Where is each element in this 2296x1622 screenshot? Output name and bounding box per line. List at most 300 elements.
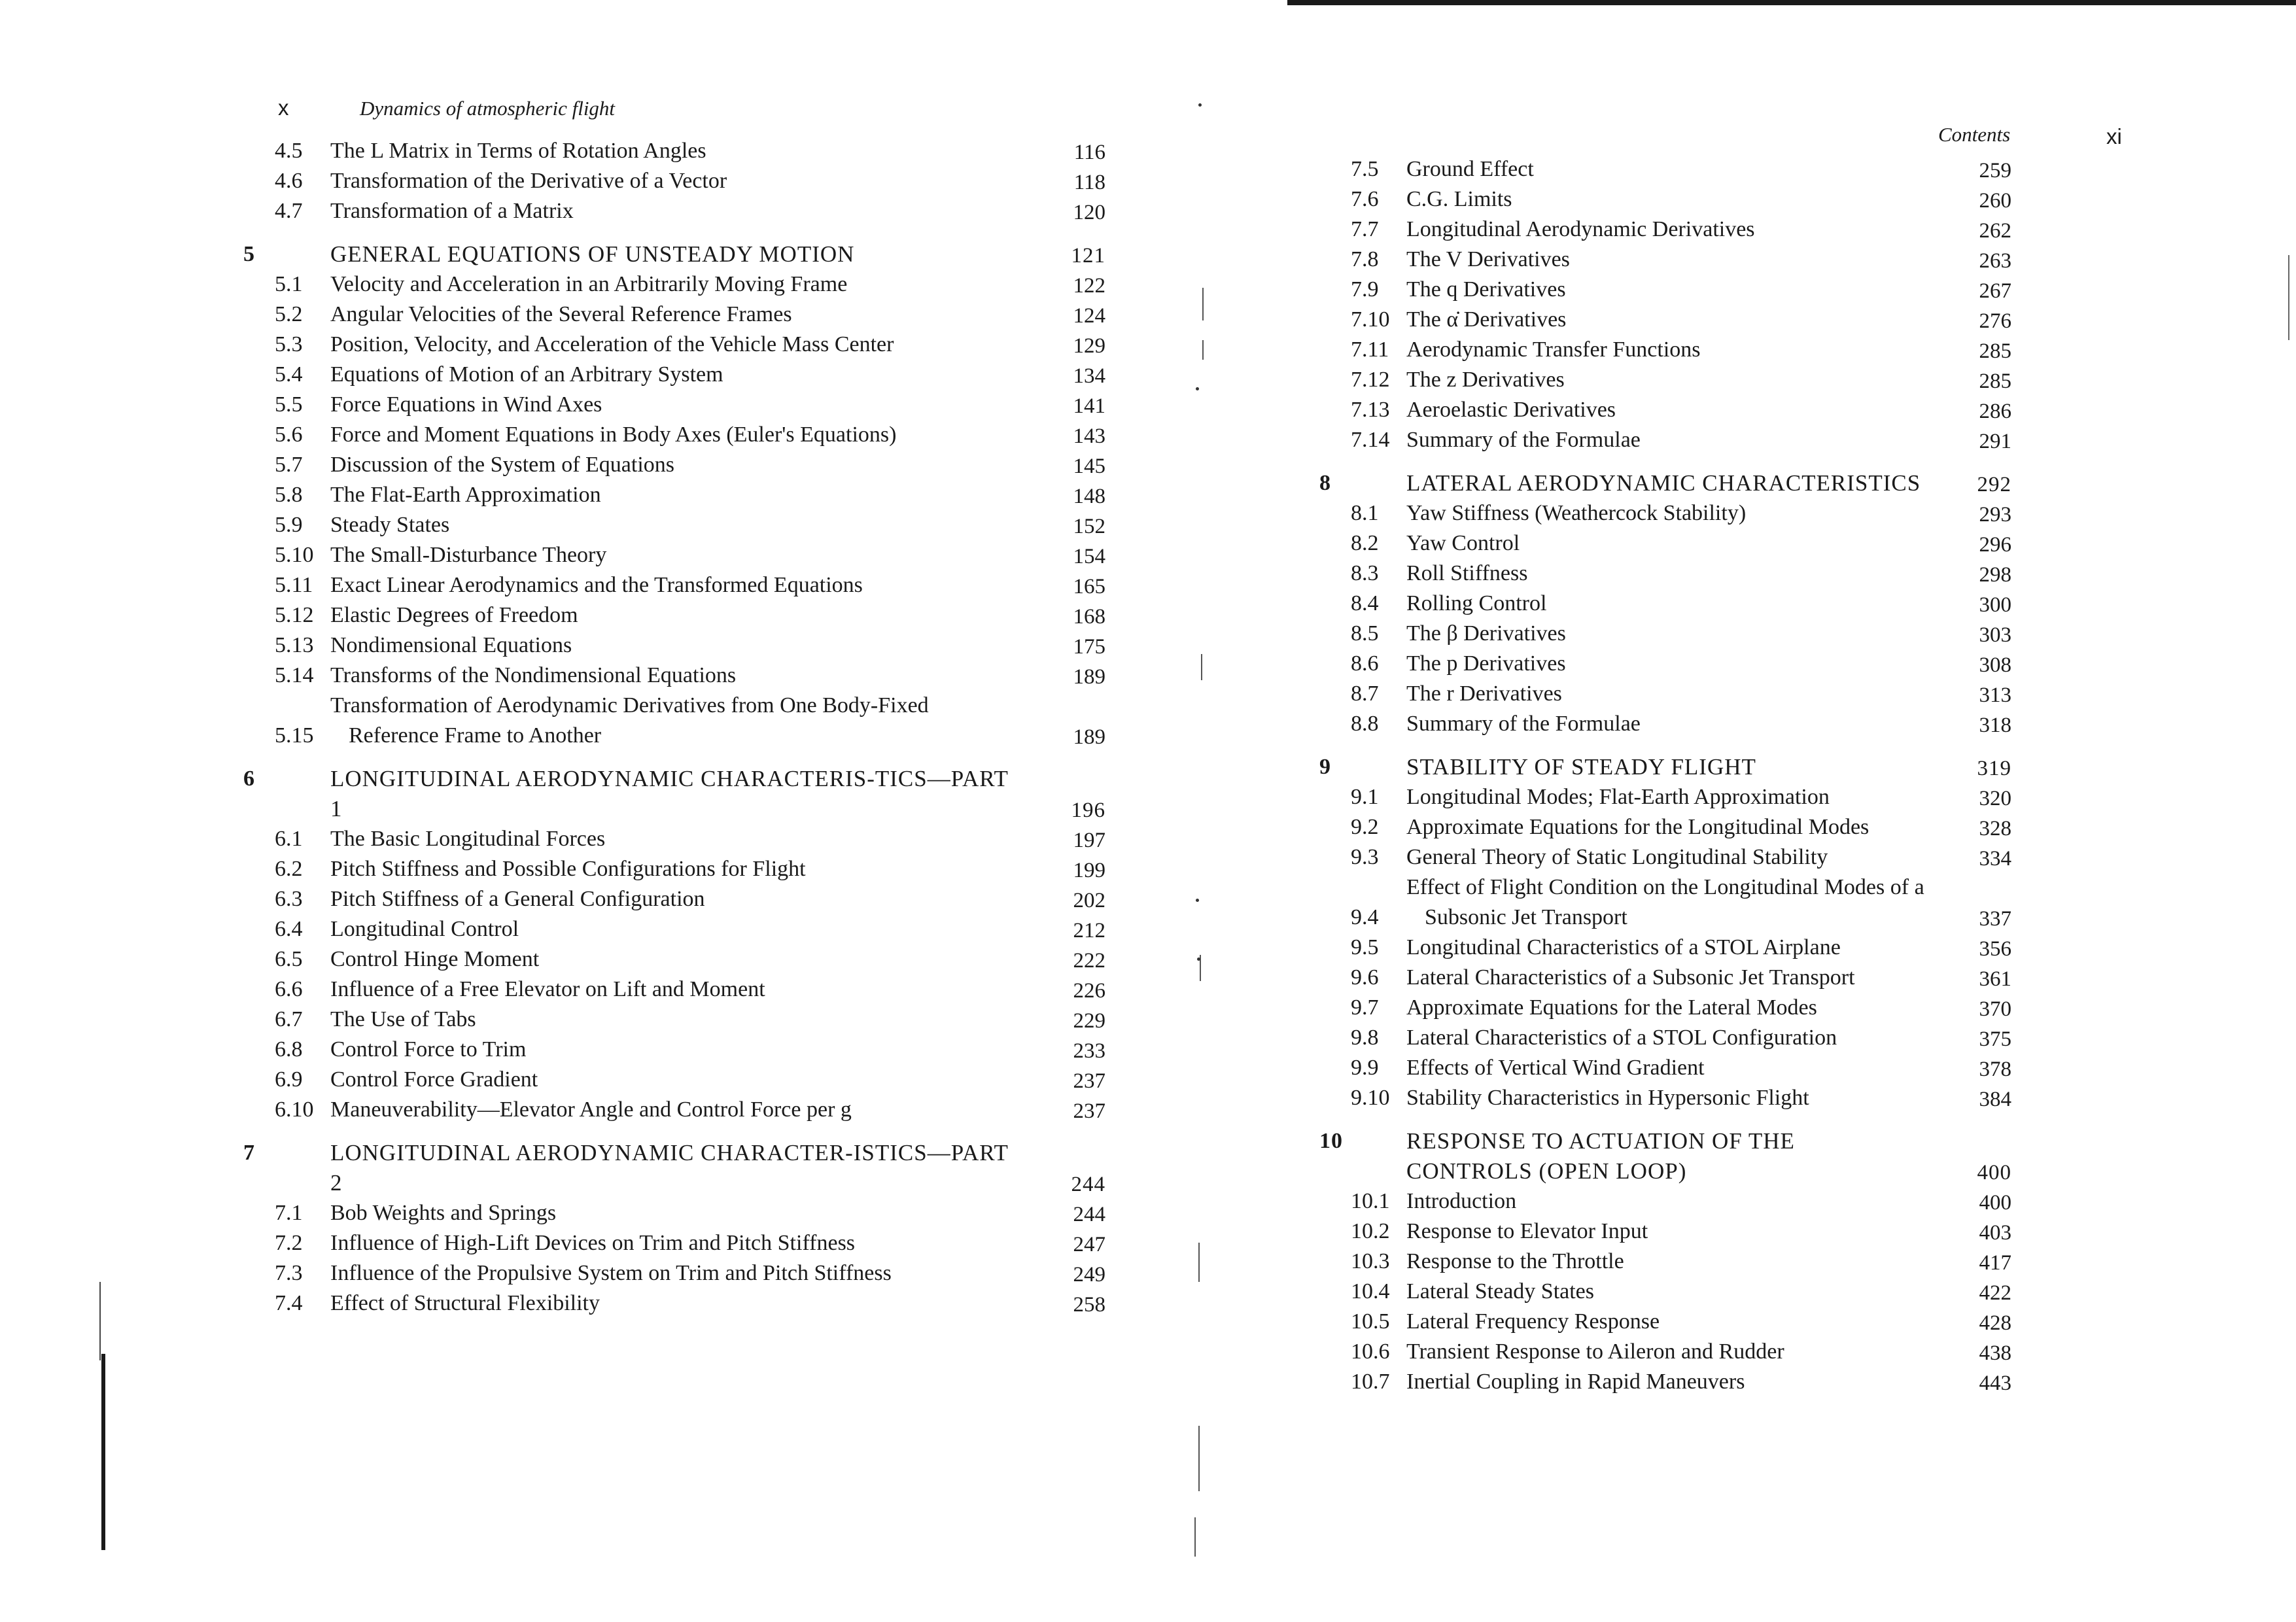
running-title: Dynamics of atmospheric flight xyxy=(360,97,616,120)
toc-entry xyxy=(275,630,1105,661)
section-number: 4.6 xyxy=(275,169,303,193)
toc-entry xyxy=(275,136,1105,166)
section-number: 5.4 xyxy=(275,362,303,387)
toc-entry xyxy=(275,510,1105,540)
section-number: 5.11 xyxy=(275,573,313,597)
chapter-block xyxy=(1319,1126,2011,1397)
toc-entry xyxy=(275,420,1105,450)
section-page-number: 141 xyxy=(1073,394,1105,418)
section-page-number: 263 xyxy=(1979,249,2011,273)
section-number: 4.5 xyxy=(275,139,303,163)
section-title: Response to the Throttle xyxy=(1406,1249,1624,1273)
section-number: 10.1 xyxy=(1351,1189,1390,1213)
chapter-page-number: 400 xyxy=(1977,1161,2011,1184)
section-title: Lateral Steady States xyxy=(1406,1279,1595,1303)
section-page-number: 443 xyxy=(1979,1372,2011,1395)
section-page-number: 154 xyxy=(1073,545,1105,568)
chapter-title: RESPONSE TO ACTUATION OF THE CONTROLS (OPEN LOOP) xyxy=(1406,1128,1795,1184)
section-title: Summary of the Formulae xyxy=(1406,712,1641,736)
section-page-number: 403 xyxy=(1979,1221,2011,1245)
chapter-heading xyxy=(243,764,1105,824)
toc-entry xyxy=(275,600,1105,630)
toc-entry xyxy=(1351,649,2011,679)
section-page-number: 199 xyxy=(1073,859,1105,882)
toc-entry xyxy=(1351,365,2011,395)
toc-entry xyxy=(275,269,1105,300)
section-title: Yaw Control xyxy=(1406,531,1520,555)
section-title: The Small-Disturbance Theory xyxy=(330,543,607,567)
toc-entry xyxy=(275,975,1105,1005)
toc-entry xyxy=(275,854,1105,884)
section-title: The Basic Longitudinal Forces xyxy=(330,827,606,851)
toc-entry xyxy=(1351,245,2011,275)
right-page xyxy=(1197,0,2296,1622)
section-number: 7.5 xyxy=(1351,157,1379,181)
section-title: Approximate Equations for the Longitudinal Modes xyxy=(1406,815,1870,839)
section-page-number: 134 xyxy=(1073,364,1105,388)
chapter-block xyxy=(243,1138,1105,1319)
section-page-number: 258 xyxy=(1073,1293,1105,1317)
toc-entry xyxy=(275,944,1105,975)
section-number: 9.8 xyxy=(1351,1026,1379,1050)
section-page-number: 229 xyxy=(1073,1009,1105,1033)
chapter-heading xyxy=(1319,752,2011,782)
section-number: 6.7 xyxy=(275,1007,303,1031)
section-page-number: 152 xyxy=(1073,515,1105,538)
section-page-number: 285 xyxy=(1979,370,2011,393)
toc-entry xyxy=(1351,589,2011,619)
section-page-number: 175 xyxy=(1073,635,1105,659)
section-number: 6.2 xyxy=(275,857,303,881)
chapter-number: 8 xyxy=(1319,471,1331,495)
section-page-number: 291 xyxy=(1979,430,2011,453)
toc-entry xyxy=(275,1095,1105,1125)
section-title: Response to Elevator Input xyxy=(1406,1219,1648,1243)
section-title: Velocity and Acceleration in an Arbitrarily Moving Frame xyxy=(330,272,848,296)
section-title: Longitudinal Characteristics of a STOL Airplane xyxy=(1406,935,1841,959)
toc-entry xyxy=(1351,1083,2011,1113)
section-page-number: 120 xyxy=(1073,201,1105,224)
section-title: The V Derivatives xyxy=(1406,247,1570,271)
toc-entry xyxy=(275,914,1105,944)
toc-entry xyxy=(1351,395,2011,425)
section-number: 5.6 xyxy=(275,423,303,447)
section-title: Influence of High-Lift Devices on Trim and Pitch Stiffness xyxy=(330,1231,856,1255)
section-title: Maneuverability—Elevator Angle and Control Force per g xyxy=(330,1097,852,1122)
section-page-number: 168 xyxy=(1073,605,1105,629)
section-title: C.G. Limits xyxy=(1406,187,1512,211)
section-number: 10.5 xyxy=(1351,1309,1390,1334)
section-page-number: 259 xyxy=(1979,159,2011,182)
toc-entry xyxy=(275,480,1105,510)
section-number: 7.13 xyxy=(1351,398,1390,422)
chapter-title: STABILITY OF STEADY FLIGHT xyxy=(1406,754,1756,780)
section-title: Influence of the Propulsive System on Trim and Pitch Stiffness xyxy=(330,1261,892,1285)
section-page-number: 237 xyxy=(1073,1069,1105,1093)
toc-entry xyxy=(1351,1307,2011,1337)
toc-list xyxy=(1319,154,2011,1397)
section-page-number: 122 xyxy=(1073,274,1105,298)
chapter-heading xyxy=(1319,1126,2011,1186)
section-title: Transformation of Aerodynamic Derivatives from One Body-Fixed Reference Frame to Another xyxy=(330,693,929,748)
section-number: 5.3 xyxy=(275,332,303,356)
section-title: Lateral Characteristics of a Subsonic Jet Transport xyxy=(1406,965,1855,990)
section-title: Influence of a Free Elevator on Lift and Moment xyxy=(330,977,765,1001)
chapter-heading xyxy=(243,239,1105,269)
section-title: The Use of Tabs xyxy=(330,1007,476,1031)
section-number: 9.9 xyxy=(1351,1056,1379,1080)
toc-list xyxy=(243,136,1105,1319)
section-page-number: 276 xyxy=(1979,309,2011,333)
section-number: 7.9 xyxy=(1351,277,1379,302)
toc-entry xyxy=(1351,215,2011,245)
section-page-number: 262 xyxy=(1979,219,2011,243)
chapter-title: LATERAL AERODYNAMIC CHARACTERISTICS xyxy=(1406,470,1921,496)
chapter-block xyxy=(243,239,1105,751)
toc-entry xyxy=(275,360,1105,390)
section-number: 7.12 xyxy=(1351,368,1390,392)
chapter-number: 7 xyxy=(243,1141,255,1165)
section-page-number: 249 xyxy=(1073,1263,1105,1286)
chapter-block xyxy=(243,764,1105,1125)
section-number: 5.7 xyxy=(275,453,303,477)
section-title: Stability Characteristics in Hypersonic Flight xyxy=(1406,1086,1809,1110)
section-title: Steady States xyxy=(330,513,450,537)
section-number: 5.2 xyxy=(275,302,303,326)
section-title: Aeroelastic Derivatives xyxy=(1406,398,1616,422)
section-title: Bob Weights and Springs xyxy=(330,1201,557,1225)
section-title: The r Derivatives xyxy=(1406,682,1562,706)
section-number: 6.1 xyxy=(275,827,303,851)
toc-entry xyxy=(1351,933,2011,963)
section-number: 7.11 xyxy=(1351,337,1389,362)
section-title: Nondimensional Equations xyxy=(330,633,572,657)
section-title: Longitudinal Modes; Flat-Earth Approximation xyxy=(1406,785,1830,809)
toc-entry xyxy=(1351,425,2011,455)
section-page-number: 308 xyxy=(1979,653,2011,677)
section-title: Transforms of the Nondimensional Equations xyxy=(330,663,737,687)
toc-entry xyxy=(1351,1247,2011,1277)
section-number: 7.10 xyxy=(1351,307,1390,332)
toc-entry xyxy=(1351,1367,2011,1397)
section-number: 8.8 xyxy=(1351,712,1379,736)
toc-entry xyxy=(1351,1186,2011,1216)
toc-entry xyxy=(1351,619,2011,649)
section-number: 7.4 xyxy=(275,1291,303,1315)
section-page-number: 286 xyxy=(1979,400,2011,423)
toc-entry xyxy=(275,1198,1105,1228)
section-number: 6.8 xyxy=(275,1037,303,1061)
section-title: The z Derivatives xyxy=(1406,368,1565,392)
section-page-number: 165 xyxy=(1073,575,1105,598)
section-title: The α̇ Derivatives xyxy=(1406,307,1567,332)
section-page-number: 300 xyxy=(1979,593,2011,617)
section-number: 9.10 xyxy=(1351,1086,1390,1110)
section-title: Lateral Characteristics of a STOL Configuration xyxy=(1406,1026,1837,1050)
chapter-page-number: 196 xyxy=(1071,799,1105,822)
section-title: Position, Velocity, and Acceleration of the Vehicle Mass Center xyxy=(330,332,894,356)
toc-entry xyxy=(1351,842,2011,872)
section-page-number: 222 xyxy=(1073,949,1105,973)
section-page-number: 303 xyxy=(1979,623,2011,647)
toc-entry xyxy=(275,1228,1105,1258)
toc-entry xyxy=(275,450,1105,480)
toc-entry xyxy=(1351,1023,2011,1053)
toc-entry xyxy=(1351,872,2011,933)
section-number: 6.5 xyxy=(275,947,303,971)
section-number: 10.6 xyxy=(1351,1339,1390,1364)
section-page-number: 375 xyxy=(1979,1027,2011,1051)
toc-entry xyxy=(275,661,1105,691)
section-page-number: 356 xyxy=(1979,937,2011,961)
section-title: Longitudinal Control xyxy=(330,917,519,941)
section-title: The p Derivatives xyxy=(1406,651,1566,676)
section-number: 7.6 xyxy=(1351,187,1379,211)
section-number: 6.10 xyxy=(275,1097,314,1122)
chapter-heading xyxy=(1319,468,2011,498)
section-title: Elastic Degrees of Freedom xyxy=(330,603,578,627)
toc-entry xyxy=(1351,679,2011,709)
chapter-heading xyxy=(243,1138,1105,1198)
section-number: 7.7 xyxy=(1351,217,1379,241)
section-number: 5.8 xyxy=(275,483,303,507)
section-page-number: 361 xyxy=(1979,967,2011,991)
section-page-number: 244 xyxy=(1073,1203,1105,1226)
chapter-number: 5 xyxy=(243,242,255,266)
section-number: 6.3 xyxy=(275,887,303,911)
section-title: Effects of Vertical Wind Gradient xyxy=(1406,1056,1705,1080)
section-number: 8.3 xyxy=(1351,561,1379,585)
section-page-number: 124 xyxy=(1073,304,1105,328)
chapter-page-number: 292 xyxy=(1977,473,2011,496)
section-title: Transient Response to Aileron and Rudder xyxy=(1406,1339,1784,1364)
section-page-number: 247 xyxy=(1073,1233,1105,1256)
section-number: 9.2 xyxy=(1351,815,1379,839)
section-page-number: 129 xyxy=(1073,334,1105,358)
section-number: 8.6 xyxy=(1351,651,1379,676)
section-title: The Flat-Earth Approximation xyxy=(330,483,601,507)
section-page-number: 116 xyxy=(1073,141,1105,164)
chapter-page-number: 319 xyxy=(1977,757,2011,780)
toc-entry xyxy=(275,691,1105,751)
section-page-number: 320 xyxy=(1979,787,2011,810)
section-number: 9.3 xyxy=(1351,845,1379,869)
section-number: 4.7 xyxy=(275,199,303,223)
section-page-number: 428 xyxy=(1979,1311,2011,1335)
section-number: 5.14 xyxy=(275,663,314,687)
section-title: Angular Velocities of the Several Reference Frames xyxy=(330,302,792,326)
section-page-number: 400 xyxy=(1979,1191,2011,1215)
toc-entry xyxy=(275,1288,1105,1319)
section-page-number: 285 xyxy=(1979,339,2011,363)
toc-entry xyxy=(275,330,1105,360)
section-title: Aerodynamic Transfer Functions xyxy=(1406,337,1701,362)
section-number: 10.2 xyxy=(1351,1219,1390,1243)
section-number: 8.7 xyxy=(1351,682,1379,706)
section-title: Pitch Stiffness and Possible Configurations for Flight xyxy=(330,857,806,881)
toc-entry xyxy=(275,1258,1105,1288)
section-page-number: 145 xyxy=(1073,455,1105,478)
section-number: 8.5 xyxy=(1351,621,1379,646)
section-title: Lateral Frequency Response xyxy=(1406,1309,1660,1334)
section-number: 5.12 xyxy=(275,603,314,627)
section-page-number: 384 xyxy=(1979,1088,2011,1111)
chapter-page-number: 121 xyxy=(1071,244,1105,267)
section-title: Roll Stiffness xyxy=(1406,561,1528,585)
toc-entry xyxy=(1351,1053,2011,1083)
section-title: The L Matrix in Terms of Rotation Angles xyxy=(330,139,706,163)
section-page-number: 334 xyxy=(1979,847,2011,871)
section-number: 6.4 xyxy=(275,917,303,941)
section-page-number: 293 xyxy=(1979,503,2011,526)
section-title: Discussion of the System of Equations xyxy=(330,453,675,477)
chapter-number: 6 xyxy=(243,767,255,791)
section-title: Summary of the Formulae xyxy=(1406,428,1641,452)
section-title: Force and Moment Equations in Body Axes (Euler's Equations) xyxy=(330,423,897,447)
toc-entry xyxy=(1351,498,2011,528)
toc-entry xyxy=(275,1005,1105,1035)
section-page-number: 422 xyxy=(1979,1281,2011,1305)
chapter-block xyxy=(1319,752,2011,1113)
section-page-number: 378 xyxy=(1979,1058,2011,1081)
section-number: 7.8 xyxy=(1351,247,1379,271)
section-page-number: 337 xyxy=(1979,907,2011,931)
chapter-title: LONGITUDINAL AERODYNAMIC CHARACTER-ISTICS—PART 2 xyxy=(330,1140,1009,1196)
toc-entry xyxy=(1351,812,2011,842)
toc-entry xyxy=(275,1065,1105,1095)
section-title: Rolling Control xyxy=(1406,591,1547,615)
section-page-number: 417 xyxy=(1979,1251,2011,1275)
section-page-number: 318 xyxy=(1979,714,2011,737)
chapter-number: 10 xyxy=(1319,1129,1343,1153)
toc-entry xyxy=(275,884,1105,914)
section-number: 9.6 xyxy=(1351,965,1379,990)
section-number: 7.1 xyxy=(275,1201,303,1225)
section-page-number: 226 xyxy=(1073,979,1105,1003)
section-page-number: 313 xyxy=(1979,683,2011,707)
section-title: Equations of Motion of an Arbitrary System xyxy=(330,362,723,387)
toc-entry xyxy=(1351,335,2011,365)
section-title: Control Hinge Moment xyxy=(330,947,540,971)
section-number: 7.3 xyxy=(275,1261,303,1285)
section-title: Effect of Flight Condition on the Longitudinal Modes of a Subsonic Jet Transport xyxy=(1406,875,1924,929)
toc-entry xyxy=(275,196,1105,226)
toc-entry xyxy=(1351,275,2011,305)
section-number: 8.1 xyxy=(1351,501,1379,525)
section-title: Exact Linear Aerodynamics and the Transformed Equations xyxy=(330,573,863,597)
section-page-number: 118 xyxy=(1073,171,1105,194)
section-title: Control Force Gradient xyxy=(330,1067,538,1092)
section-title: Transformation of the Derivative of a Vector xyxy=(330,169,727,193)
section-title: General Theory of Static Longitudinal Stability xyxy=(1406,845,1828,869)
section-number: 6.6 xyxy=(275,977,303,1001)
section-page-number: 296 xyxy=(1979,533,2011,557)
toc-entry xyxy=(275,1035,1105,1065)
running-title: Contents xyxy=(1938,123,2011,146)
section-number: 9.1 xyxy=(1351,785,1379,809)
toc-entry xyxy=(1351,1277,2011,1307)
toc-entry xyxy=(275,166,1105,196)
section-number: 5.10 xyxy=(275,543,314,567)
section-title: Inertial Coupling in Rapid Maneuvers xyxy=(1406,1370,1745,1394)
toc-entry xyxy=(1351,184,2011,215)
toc-entry xyxy=(1351,709,2011,739)
toc-entry xyxy=(275,570,1105,600)
section-title: Effect of Structural Flexibility xyxy=(330,1291,600,1315)
section-number: 8.2 xyxy=(1351,531,1379,555)
section-title: Introduction xyxy=(1406,1189,1517,1213)
section-title: Force Equations in Wind Axes xyxy=(330,392,602,417)
toc-entry xyxy=(1351,559,2011,589)
section-number: 9.5 xyxy=(1351,935,1379,959)
toc-entry xyxy=(275,300,1105,330)
section-title: The β Derivatives xyxy=(1406,621,1566,646)
section-title: Transformation of a Matrix xyxy=(330,199,574,223)
section-number: 7.14 xyxy=(1351,428,1390,452)
section-title: Yaw Stiffness (Weathercock Stability) xyxy=(1406,501,1747,525)
section-title: Approximate Equations for the Lateral Modes xyxy=(1406,995,1817,1020)
section-page-number: 197 xyxy=(1073,829,1105,852)
section-number: 9.4 xyxy=(1351,905,1379,929)
section-page-number: 328 xyxy=(1979,817,2011,840)
toc-entry xyxy=(1351,528,2011,559)
toc-entry xyxy=(275,824,1105,854)
toc-entry xyxy=(275,390,1105,420)
chapter-block xyxy=(1319,468,2011,739)
section-title: Control Force to Trim xyxy=(330,1037,527,1061)
section-number: 5.9 xyxy=(275,513,303,537)
toc-entry xyxy=(1351,1216,2011,1247)
toc-entry xyxy=(1351,993,2011,1023)
chapter-number: 9 xyxy=(1319,755,1331,779)
section-page-number: 189 xyxy=(1073,665,1105,689)
toc-entry xyxy=(1351,782,2011,812)
chapter-block xyxy=(1351,154,2011,455)
section-number: 8.4 xyxy=(1351,591,1379,615)
section-title: Longitudinal Aerodynamic Derivatives xyxy=(1406,217,1755,241)
toc-entry xyxy=(1351,963,2011,993)
section-page-number: 260 xyxy=(1979,189,2011,213)
section-page-number: 237 xyxy=(1073,1099,1105,1123)
section-page-number: 438 xyxy=(1979,1341,2011,1365)
toc-entry xyxy=(275,540,1105,570)
chapter-title: LONGITUDINAL AERODYNAMIC CHARACTERIS-TICS—PART 1 xyxy=(330,766,1009,821)
section-number: 5.1 xyxy=(275,272,303,296)
section-page-number: 267 xyxy=(1979,279,2011,303)
section-title: Pitch Stiffness of a General Configuration xyxy=(330,887,705,911)
chapter-page-number: 244 xyxy=(1071,1173,1105,1196)
section-number: 6.9 xyxy=(275,1067,303,1092)
chapter-title: GENERAL EQUATIONS OF UNSTEADY MOTION xyxy=(330,241,855,267)
page-folio: x xyxy=(278,95,289,120)
section-page-number: 202 xyxy=(1073,889,1105,912)
section-number: 5.15 xyxy=(275,723,314,748)
page-folio: xi xyxy=(2106,124,2122,148)
section-number: 5.13 xyxy=(275,633,314,657)
toc-entry xyxy=(1351,305,2011,335)
section-number: 5.5 xyxy=(275,392,303,417)
section-page-number: 189 xyxy=(1073,725,1105,749)
section-number: 9.7 xyxy=(1351,995,1379,1020)
section-page-number: 233 xyxy=(1073,1039,1105,1063)
section-number: 10.4 xyxy=(1351,1279,1390,1303)
section-number: 7.2 xyxy=(275,1231,303,1255)
section-page-number: 143 xyxy=(1073,424,1105,448)
toc-entry xyxy=(1351,1337,2011,1367)
section-page-number: 298 xyxy=(1979,563,2011,587)
section-number: 10.7 xyxy=(1351,1370,1390,1394)
section-title: The q Derivatives xyxy=(1406,277,1566,302)
